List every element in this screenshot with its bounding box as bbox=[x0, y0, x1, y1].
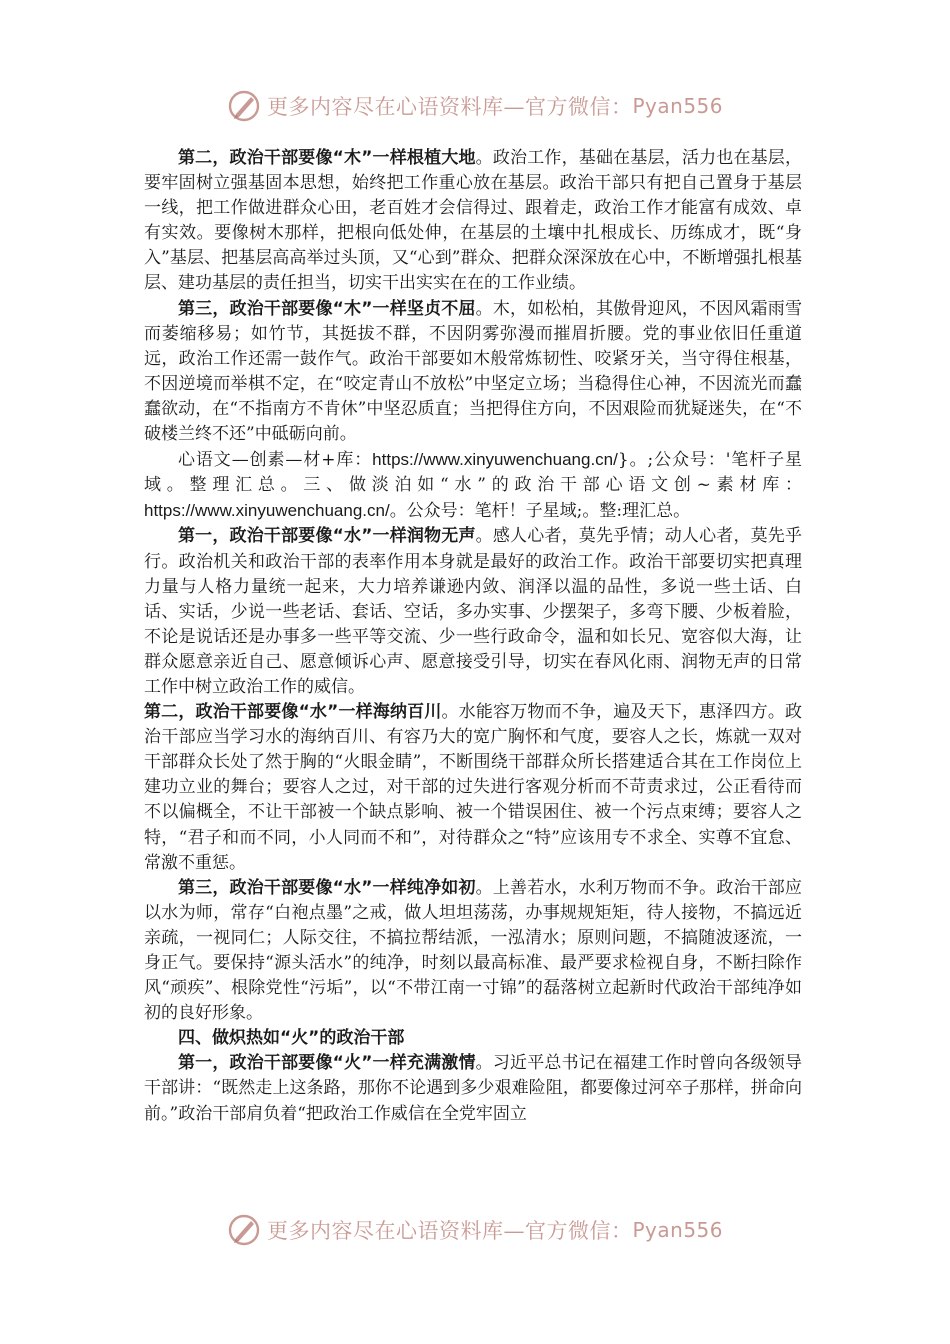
source-url: https://www.xinyuwenchuang.cn/ bbox=[372, 450, 618, 470]
paragraph-text: 。政治工作，基础在基层，活力也在基层，要牢固树立强基固本思想，始终把工作重心放在基层。政治干部只有把自己置身于基层一线，把工作做进群众心田，老百姓才会信得过、跟着走，政治工作才能富有成效、卓有实效。要像树木那样，把根向低处伸，在基层的土壤中扎根成长、历练成才，既“身入”基层、把基层高高举过头顶，又“心到”群众、把群众深深放在心中，不断增强扎根基层、建功基层的责任担当，切实干出实实在在的工作业绩。 bbox=[144, 148, 802, 294]
section-heading: 四、做炽热如“火”的政治干部 bbox=[178, 1028, 405, 1049]
watermark-wechat-id: Pyan556 bbox=[632, 1218, 723, 1242]
paragraph-heading: 第二，政治干部要像“水”一样海纳百川 bbox=[144, 702, 442, 723]
source-text: }。;公众号：'笔杆子星域。整理汇总。三、做淡泊如“水”的政治干部心语文创~素材库： bbox=[144, 450, 802, 496]
source-text: 心语文—创素—材+库： bbox=[178, 450, 373, 471]
paragraph-heading: 第三，政治干部要像“木”一样坚贞不屈 bbox=[178, 298, 476, 319]
pen-logo-icon bbox=[227, 1213, 261, 1247]
paragraph-heading: 第三，政治干部要像“水”一样纯净如初 bbox=[178, 877, 476, 898]
watermark-text: 更多内容尽在心语资料库—官方微信： bbox=[266, 95, 633, 119]
section-heading-fire bbox=[144, 1026, 802, 1051]
paragraph-text: 。水能容万物而不争，遍及天下，惠泽四方。政治干部应当学习水的海纳百川、有容乃大的宽广胸怀和气度，要容人之长，炼就一双对干部群众长处了然于胸的“火眼金睛”，不断围绕干部群众所长搭建适合其在工作岗位上建功立业的舞台；要容人之过，对干部的过失进行客观分析而不苛责求过，公正看待而不以偏概全，不让干部被一个缺点影响、被一个错误困住、被一个污点束缚；要容人之特，“君子和而不同，小人同而不和”，对待群众之“特”应该用专不求全、实尊不宜怠、常激不重惩。 bbox=[144, 702, 802, 873]
paragraph-fire-passion bbox=[144, 1051, 802, 1126]
paragraph-text: 。感人心者，莫先乎情；动人心者，莫先乎行。政治机关和政治干部的表率作用本身就是最好的政治工作。政治干部要切实把真理力量与人格力量统一起来，大力培养谦逊内敛、润泽以温的品性，多说一些土话、白话、实话，少说一些老话、套话、空话，多办实事、少摆架子，多弯下腰、少板着脸，不论是说话还是办事多一些平等交流、少一些行政命令，温和如长兄、宽容似大海，让群众愿意亲近自己、愿意倾诉心声、愿意接受引导，切实在春风化雨、润物无声的日常工作中树立政治工作的威信。 bbox=[144, 526, 802, 697]
paragraph-wood-roots bbox=[144, 146, 802, 297]
paragraph-text: 。木，如松柏，其傲骨迎风，不因风霜雨雪而萎缩移易；如竹节，其挺拔不群，不因阴雾弥漫而摧眉折腰。党的事业依旧任重道远，政治工作还需一鼓作气。政治干部要如木般常炼韧性、咬紧牙关，当守得住根基，不因逆境而举棋不定，在“咬定青山不放松”中坚定立场；当稳得住心神，不因流光而蠢蠢欲动，在“不指南方不肯休”中坚忍质直；当把得住方向，不因艰险而犹疑迷失，在“不破楼兰终不还”中砥砺向前。 bbox=[144, 298, 802, 445]
paragraph-text: 。上善若水，水利万物而不争。政治干部应以水为师，常存“白袍点墨”之戒，做人坦坦荡荡，办事规规矩矩，待人接物，不搞远近亲疏，一视同仁；人际交往，不搞拉帮结派，一泓清水；原则问题，不搞随波逐流，一身正气。要保持“源头活水”的纯净，时刻以最高标准、最严要求检视自身，不断扫除作风“顽疾”、根除党性“污垢”，以“不带江南一寸锦”的磊落树立起新时代政治干部纯净如初的良好形象。 bbox=[144, 877, 802, 1024]
paragraph-water-silent bbox=[144, 524, 802, 700]
watermark-wechat-id: Pyan556 bbox=[632, 94, 723, 118]
paragraph-heading: 第二，政治干部要像“木”一样根植大地 bbox=[178, 148, 476, 168]
source-url: https://www.xinyuwenchuang.cn/ bbox=[144, 501, 390, 521]
document-body bbox=[144, 146, 802, 1127]
paragraph-source-note bbox=[144, 447, 802, 524]
watermark-text: 更多内容尽在心语资料库—官方微信： bbox=[266, 1219, 633, 1243]
paragraph-heading: 第一，政治干部要像“水”一样润物无声 bbox=[178, 526, 476, 547]
source-text: 。公众号：笔杆！子星域;。整:理汇总。 bbox=[389, 501, 691, 522]
paragraph-heading: 第一，政治干部要像“火”一样充满激情 bbox=[178, 1053, 476, 1074]
paragraph-text: 。习近平总书记在福建工作时曾向各级领导干部讲：“既然走上这条路，那你不论遇到多少艰难险阻，都要像过河卒子那样，拼命向前。”政治干部肩负着“把政治工作威信在全党牢固立 bbox=[144, 1053, 802, 1124]
paragraph-water-pure bbox=[144, 876, 802, 1027]
pen-logo-icon bbox=[227, 89, 261, 123]
watermark-footer bbox=[0, 1210, 950, 1250]
watermark-header bbox=[0, 86, 950, 126]
paragraph-water-inclusive bbox=[144, 700, 802, 876]
paragraph-wood-unyielding bbox=[144, 297, 802, 448]
